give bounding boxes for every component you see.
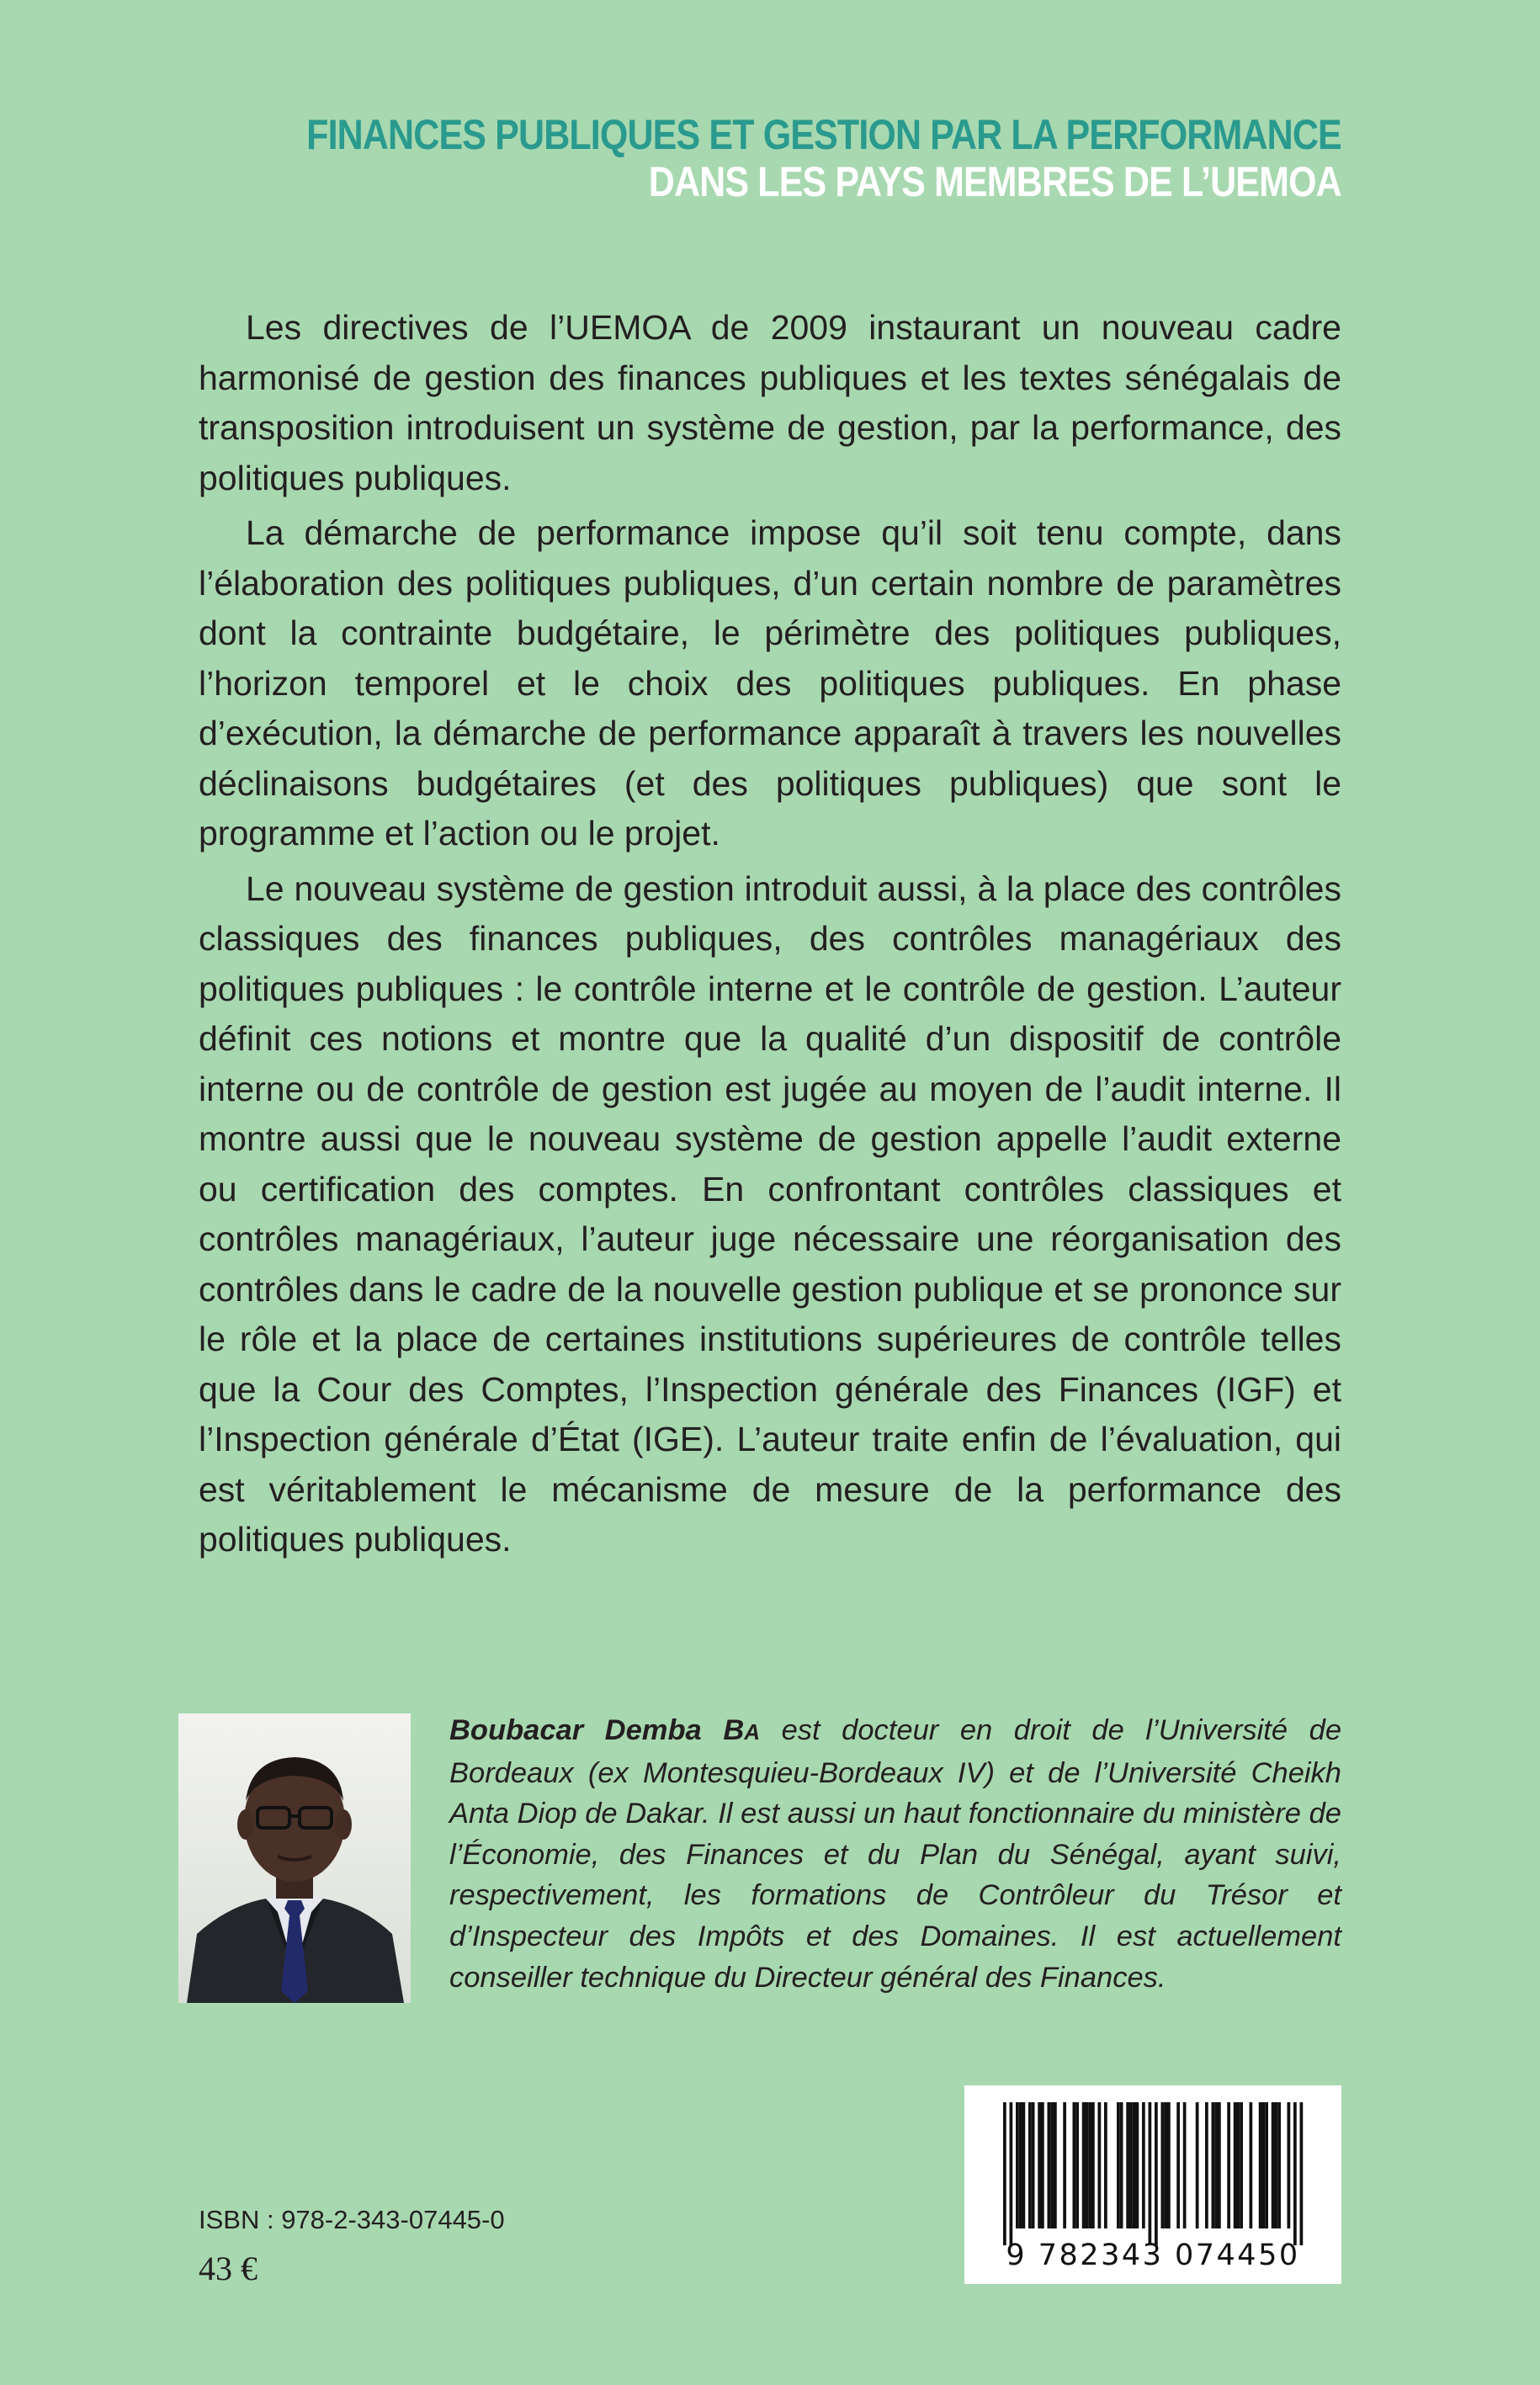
barcode-bar: [1010, 2102, 1013, 2245]
barcode-bar: [1167, 2102, 1171, 2228]
barcode-bar: [1136, 2102, 1139, 2228]
author-name: [449, 1714, 760, 1746]
barcode-bar: [1196, 2102, 1199, 2228]
barcode-bar: [1117, 2102, 1120, 2228]
blurb-paragraph: Le nouveau système de gestion introduit aussi, à la place des contrôles classiques des finances publiques, des contrôles managériaux des politiques publiques : le contrôle interne et le contrôle de gestion. L’auteur définit ces notions et montre que la qualité d’un dispositif de contrôle interne ou de contrôle de gestion est jugée au moyen de l’audit interne. Il montre aussi que le nouveau système de gestion appelle l’audit externe ou certification des comptes. En confrontant contrôles classiques et contrôles managériaux, l’auteur juge nécessaire une réorganisation des contrôles dans le cadre de la nouvelle gestion publique et se prononce sur le rôle et la place de certaines institutions supérieures de contrôle telles que la Cour des Comptes, l’Inspection générale des Finances (IGF) et l’Inspection générale d’État (IGE). L’auteur traite enfin de l’évaluation, qui est véritablement le mécanisme de mesure de la performance des politiques publiques.: [199, 868, 1341, 1559]
barcode-bar: [1091, 2102, 1095, 2228]
barcode-bar: [1250, 2102, 1253, 2228]
barcode-bar: [1016, 2102, 1019, 2228]
book-title: FINANCES PUBLIQUES ET GESTION PAR LA PERFORMANCE: [306, 111, 1341, 158]
price-text: 43 €: [199, 2250, 258, 2287]
barcode-bar: [1142, 2102, 1145, 2228]
barcode-bar: [1218, 2102, 1221, 2228]
author-photo: [178, 1713, 411, 2003]
barcode-bar: [1164, 2102, 1167, 2228]
barcode-bar: [1075, 2102, 1079, 2228]
barcode-bar: [1240, 2102, 1243, 2228]
barcode-bar: [1022, 2102, 1026, 2228]
barcode-bar: [1237, 2102, 1240, 2228]
barcode-bar: [1265, 2102, 1268, 2228]
barcode-bar: [1288, 2102, 1291, 2228]
barcode-bar: [1275, 2102, 1278, 2228]
barcode-digits: 9 782343 074450: [1006, 2239, 1300, 2272]
barcode-bar: [1050, 2102, 1054, 2228]
cover-title-block: [138, 111, 1341, 205]
barcode-bar: [1183, 2102, 1187, 2228]
barcode-bar: [1073, 2102, 1076, 2228]
barcode-bar: [1082, 2102, 1086, 2228]
author-surname-initial: B: [723, 1714, 745, 1746]
barcode-bar: [1234, 2102, 1237, 2228]
barcode-bar: [1259, 2102, 1262, 2228]
barcode-bar: [1098, 2102, 1102, 2228]
author-given-name: Boubacar Demba: [449, 1714, 702, 1746]
barcode-bar: [1133, 2102, 1136, 2228]
barcode-bar: [1272, 2102, 1275, 2228]
barcode-bar: [1126, 2102, 1129, 2228]
barcode-bar: [1129, 2102, 1133, 2228]
barcode-bar: [1028, 2102, 1032, 2228]
barcode-bar: [1227, 2102, 1230, 2228]
barcode-bar: [1161, 2102, 1165, 2228]
book-subtitle: DANS LES PAYS MEMBRES DE L’UEMOA: [648, 158, 1341, 205]
author-portrait-image: [178, 1713, 411, 2003]
barcode-bar: [1155, 2102, 1158, 2245]
author-bio-text: est docteur en droit de l’Université de Bordeaux (ex Montesquieu-Bordeaux IV) et de l’Université Cheikh Anta Diop de Dakar. Il est aussi un haut fonctionnaire du ministère de l’Économie, des Finances et du Plan du Sénégal, ayant suivi, respectivement, les formations de Contrôleur du Trésor et d’Inspecteur des Impôts et des Domaines. Il est actuellement conseiller technique du Directeur général des Finances.: [449, 1714, 1342, 1994]
barcode-bar: [1212, 2102, 1215, 2228]
barcode-bar: [1176, 2102, 1180, 2228]
barcode-bar: [1063, 2102, 1066, 2228]
barcode-bar: [1262, 2102, 1266, 2228]
barcode-bar: [1041, 2102, 1044, 2228]
author-bio: [449, 1710, 1341, 1998]
barcode-bar: [1149, 2102, 1152, 2245]
isbn-barcode: [964, 2085, 1341, 2284]
barcode-bar: [1048, 2102, 1051, 2228]
barcode-bar: [1019, 2102, 1022, 2228]
back-cover-blurb: [199, 303, 1341, 1570]
blurb-paragraph: La démarche de performance impose qu’il soit tenu compte, dans l’élaboration des politiques publiques, d’un certain nombre de paramètres dont la contrainte budgétaire, le périmètre des politiques publiques, l’horizon temporel et le choix des politiques publiques. En phase d’exécution, la démarche de performance apparaît à travers les nouvelles déclinaisons budgétaires (et des politiques publiques) que sont le programme et l’action ou le projet.: [199, 513, 1341, 853]
barcode-bar: [1300, 2102, 1304, 2245]
barcode-bar: [1003, 2102, 1006, 2245]
barcode-bar: [1214, 2102, 1218, 2228]
barcode-bar: [1277, 2102, 1281, 2228]
blurb-paragraph: Les directives de l’UEMOA de 2009 instaurant un nouveau cadre harmonisé de gestion des finances publiques et les textes sénégalais de transposition introduisent un système de gestion, par la performance, des politiques publiques.: [199, 308, 1341, 497]
barcode-bar: [1086, 2102, 1089, 2228]
barcode-bar: [1205, 2102, 1208, 2228]
barcode-bar: [1120, 2102, 1123, 2228]
barcode-bar: [1038, 2102, 1041, 2228]
barcode-bar: [1032, 2102, 1035, 2228]
isbn-text: ISBN : 978-2-343-07445-0: [199, 2205, 505, 2234]
barcode-bar: [1054, 2102, 1057, 2228]
barcode-bar: [1293, 2102, 1297, 2245]
barcode-bar: [1088, 2102, 1091, 2228]
barcode-bar: [1104, 2102, 1107, 2228]
author-surname-rest: A: [744, 1719, 761, 1745]
